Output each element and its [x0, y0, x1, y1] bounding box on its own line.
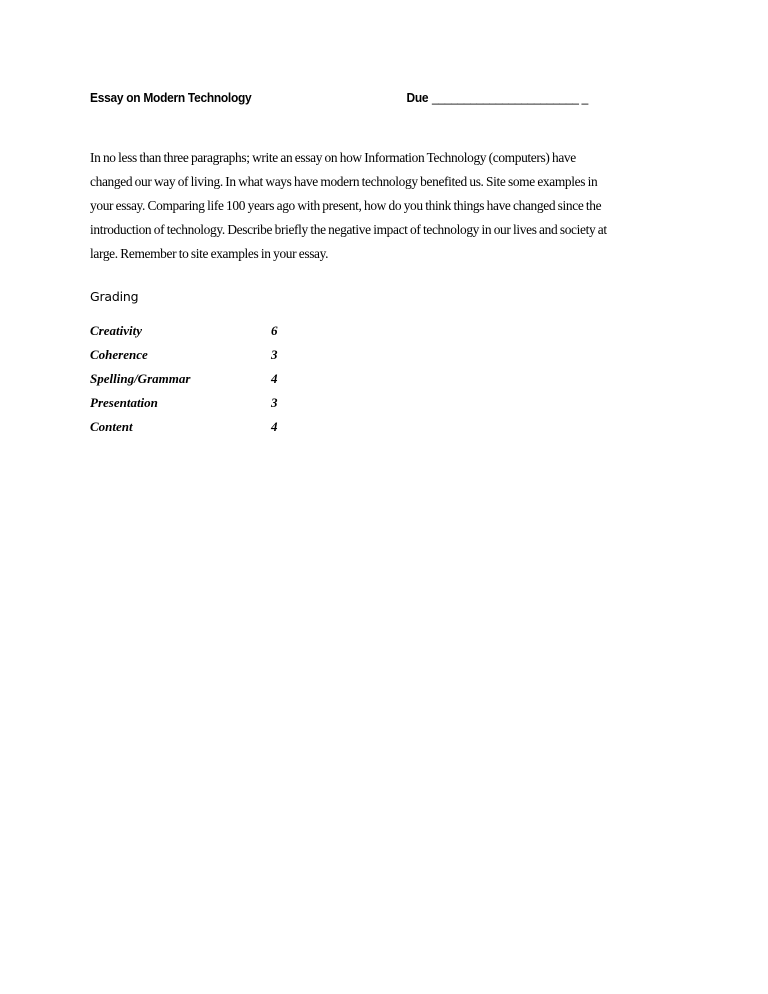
due-date-field	[406, 90, 588, 105]
instruction-line: changed our way of living. In what ways have modern technology benefited us. Site some examples in	[90, 174, 598, 189]
essay-instructions	[90, 146, 690, 266]
criterion-label: Creativity	[90, 323, 142, 338]
instruction-line: introduction of technology. Describe briefly the negative impact of technology in our lives and society at	[90, 222, 607, 237]
grading-row	[90, 368, 390, 392]
header-line	[90, 90, 642, 110]
due-blank: _______________________ _	[431, 90, 589, 105]
criterion-label: Presentation	[90, 395, 158, 410]
criterion-label: Spelling/Grammar	[90, 371, 191, 386]
criterion-points: 6	[271, 323, 278, 338]
criterion-label: Coherence	[90, 347, 148, 362]
instruction-line: In no less than three paragraphs; write an essay on how Information Technology (computers) have	[90, 150, 576, 165]
grading-row	[90, 416, 390, 440]
grading-row	[90, 392, 390, 416]
criterion-points: 3	[271, 347, 278, 362]
instruction-line: your essay. Comparing life 100 years ago with present, how do you think things have changed since the	[90, 198, 602, 213]
grading-row	[90, 344, 390, 368]
document-title: Essay on Modern Technology	[90, 90, 252, 105]
grading-heading: Grading	[90, 289, 139, 304]
instruction-line: large. Remember to site examples in your essay.	[90, 246, 329, 261]
grading-row	[90, 320, 390, 344]
criterion-points: 4	[271, 371, 278, 386]
due-label: Due	[406, 90, 429, 105]
grading-table	[90, 320, 390, 440]
criterion-label: Content	[90, 419, 133, 434]
criterion-points: 4	[271, 419, 278, 434]
criterion-points: 3	[271, 395, 278, 410]
